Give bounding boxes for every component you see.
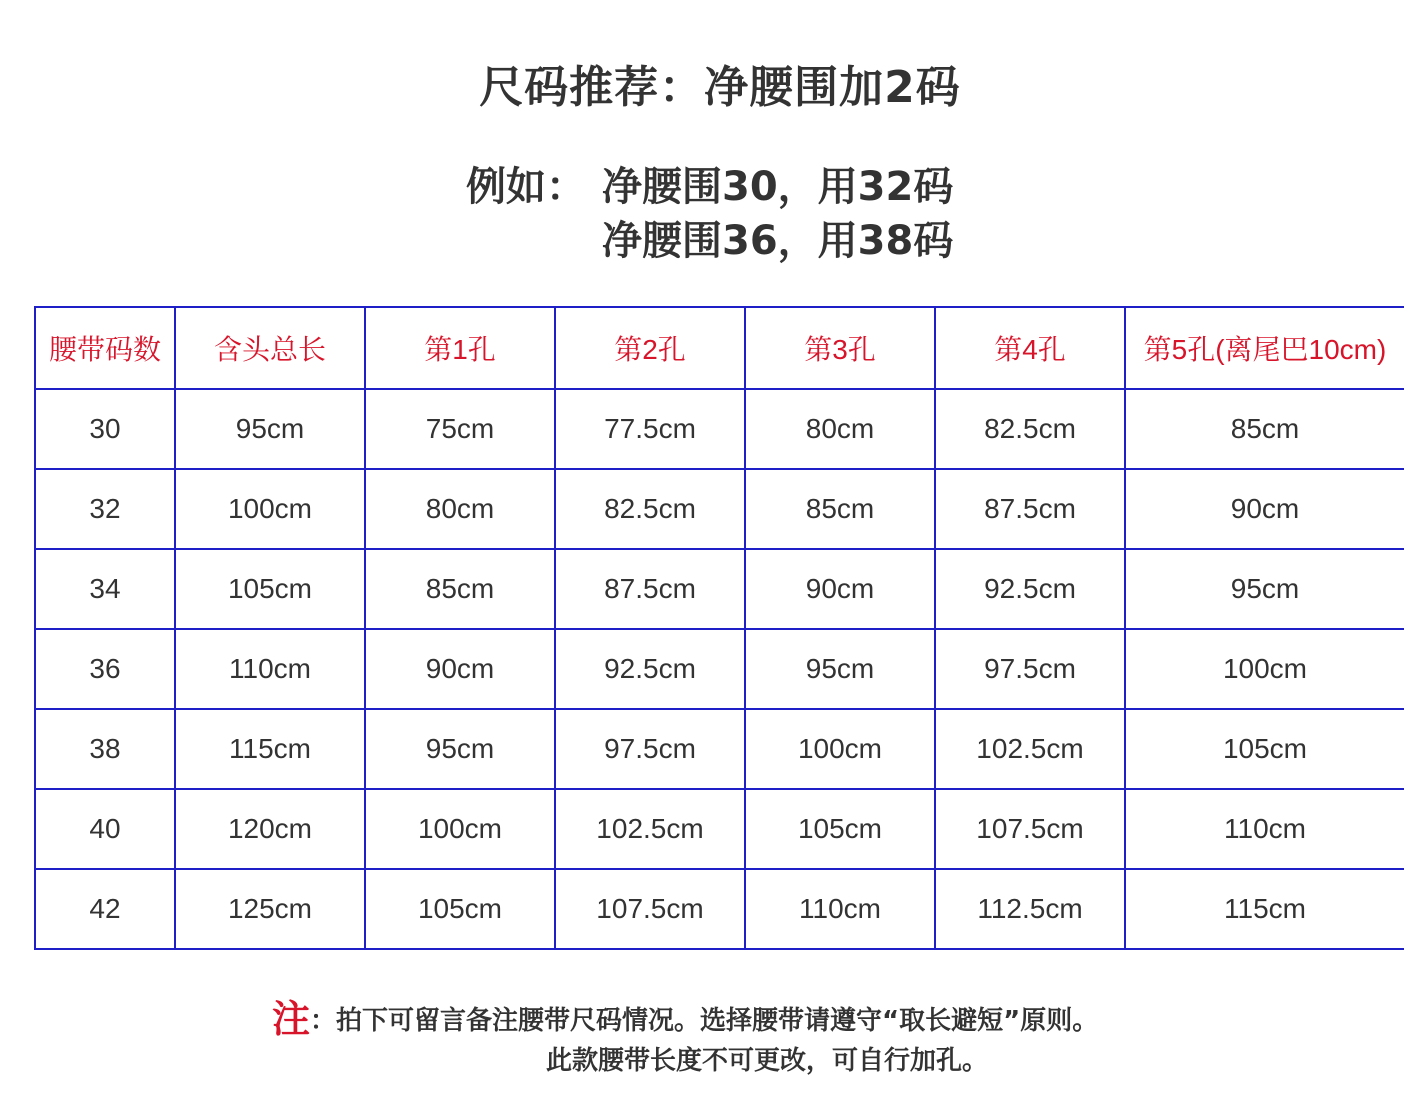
- table-cell: 120cm: [175, 789, 365, 869]
- table-row: [35, 469, 1404, 549]
- size-example: [466, 160, 953, 268]
- table-cell: 75cm: [365, 389, 555, 469]
- table-cell: 95cm: [745, 629, 935, 709]
- table-cell: 100cm: [1125, 629, 1404, 709]
- table-cell: 97.5cm: [555, 709, 745, 789]
- table-cell: 87.5cm: [555, 549, 745, 629]
- table-cell: 110cm: [1125, 789, 1404, 869]
- example-line-2: 净腰围36，用38码: [602, 218, 954, 264]
- table-cell: 77.5cm: [555, 389, 745, 469]
- table-cell: 100cm: [365, 789, 555, 869]
- table-cell: 36: [35, 629, 175, 709]
- table-cell: 92.5cm: [935, 549, 1125, 629]
- table-cell: 34: [35, 549, 175, 629]
- table-cell: 115cm: [175, 709, 365, 789]
- table-cell: 95cm: [1125, 549, 1404, 629]
- table-cell: 102.5cm: [555, 789, 745, 869]
- table-cell: 100cm: [175, 469, 365, 549]
- table-cell: 95cm: [175, 389, 365, 469]
- table-cell: 102.5cm: [935, 709, 1125, 789]
- table-cell: 85cm: [365, 549, 555, 629]
- table-cell: 40: [35, 789, 175, 869]
- table-cell: 112.5cm: [935, 869, 1125, 949]
- table-cell: 97.5cm: [935, 629, 1125, 709]
- table-cell: 82.5cm: [935, 389, 1125, 469]
- table-cell: 125cm: [175, 869, 365, 949]
- table-cell: 105cm: [175, 549, 365, 629]
- table-cell: 100cm: [745, 709, 935, 789]
- page-title: 尺码推荐：净腰围加2码: [479, 62, 961, 113]
- table-cell: 80cm: [745, 389, 935, 469]
- table-cell: 90cm: [1125, 469, 1404, 549]
- header-hole-4: 第4孔: [935, 307, 1125, 389]
- table-row: [35, 389, 1404, 469]
- header-hole-2: 第2孔: [555, 307, 745, 389]
- table-row: [35, 629, 1404, 709]
- table-cell: 105cm: [1125, 709, 1404, 789]
- note-block: [272, 997, 1099, 1080]
- table-cell: 32: [35, 469, 175, 549]
- table-cell: 87.5cm: [935, 469, 1125, 549]
- table-cell: 107.5cm: [555, 869, 745, 949]
- header-size: 腰带码数: [35, 307, 175, 389]
- table-cell: 105cm: [365, 869, 555, 949]
- header-hole-5: 第5孔(离尾巴10cm): [1125, 307, 1404, 389]
- table-cell: 95cm: [365, 709, 555, 789]
- note-line-1: ：拍下可留言备注腰带尺码情况。选择腰带请遵守“取长避短”原则。: [310, 1006, 1099, 1036]
- table-row: [35, 869, 1404, 949]
- table-row: [35, 549, 1404, 629]
- table-cell: 110cm: [175, 629, 365, 709]
- table-header-row: [35, 307, 1404, 389]
- table-cell: 107.5cm: [935, 789, 1125, 869]
- table-cell: 90cm: [745, 549, 935, 629]
- table-cell: 115cm: [1125, 869, 1404, 949]
- table-cell: 110cm: [745, 869, 935, 949]
- table-cell: 42: [35, 869, 175, 949]
- table-cell: 90cm: [365, 629, 555, 709]
- table-cell: 85cm: [1125, 389, 1404, 469]
- table-row: [35, 709, 1404, 789]
- header-hole-1: 第1孔: [365, 307, 555, 389]
- table-row: [35, 789, 1404, 869]
- example-line-1: 净腰围30，用32码: [602, 164, 954, 210]
- note-mark: 注: [272, 997, 311, 1041]
- table-cell: 38: [35, 709, 175, 789]
- table-cell: 105cm: [745, 789, 935, 869]
- header-total-length: 含头总长: [175, 307, 365, 389]
- table-cell: 80cm: [365, 469, 555, 549]
- note-line-2: 此款腰带长度不可更改，可自行加孔。: [546, 1046, 989, 1076]
- header-hole-3: 第3孔: [745, 307, 935, 389]
- belt-size-table: [34, 306, 1404, 950]
- table-cell: 82.5cm: [555, 469, 745, 549]
- table-cell: 30: [35, 389, 175, 469]
- table-cell: 92.5cm: [555, 629, 745, 709]
- table-cell: 85cm: [745, 469, 935, 549]
- example-prefix: 例如：: [466, 164, 586, 210]
